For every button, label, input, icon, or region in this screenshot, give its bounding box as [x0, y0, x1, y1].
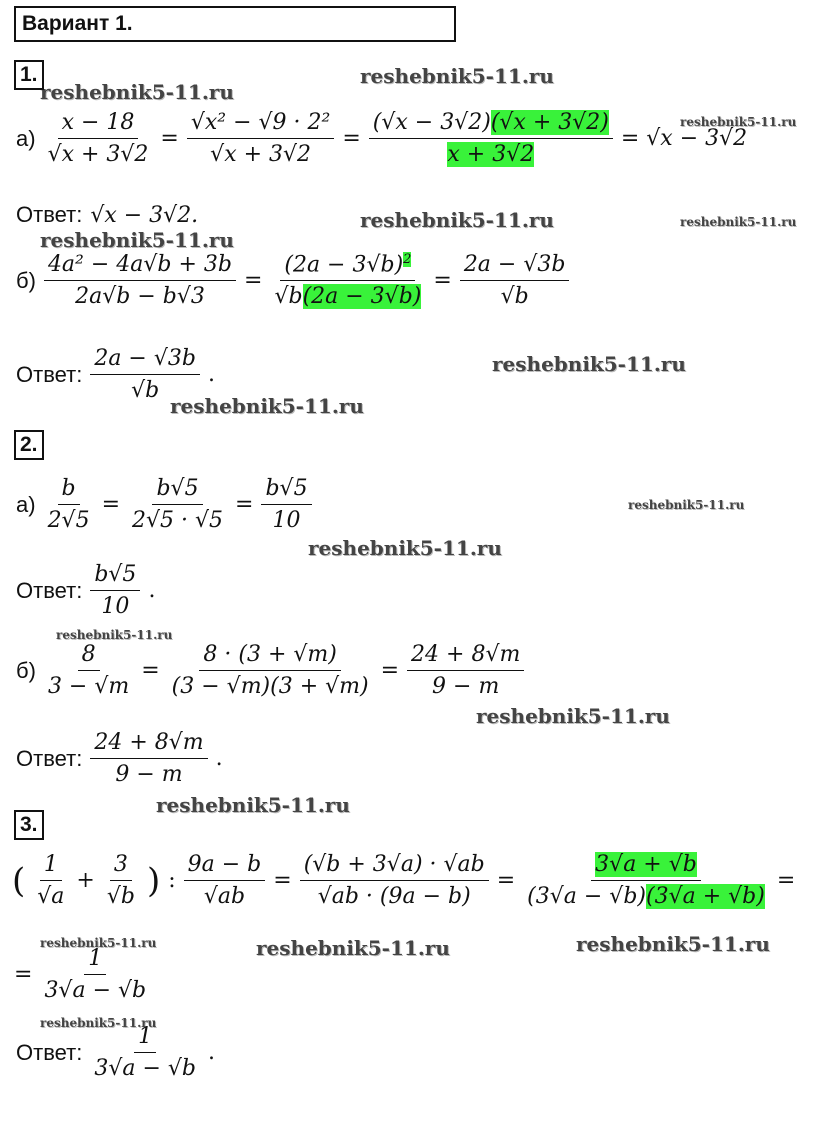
task1a-answer: [16, 202, 198, 228]
task2a-answer: Ответ: $\frac{b√5}{10}$ .: [16, 562, 156, 619]
denominator: 10: [272, 508, 301, 533]
denominator: 9 − m: [115, 762, 183, 787]
answer-label: Ответ:: [16, 202, 83, 227]
highlighted-numerator: 3√a + √b: [595, 852, 697, 877]
watermark: reshebnik5-11.ru: [40, 80, 234, 104]
answer-label: Ответ:: [16, 577, 83, 603]
part-label: а): [16, 491, 36, 517]
factor: √b: [274, 284, 303, 310]
watermark: reshebnik5-11.ru: [576, 932, 770, 956]
task3-result: = $\frac{1}{3√a - √b}$: [14, 946, 150, 1003]
task1b-answer: Ответ: $\frac{2a - √3b}{√b}$ .: [16, 346, 215, 403]
numerator: 24 + 8√m: [90, 730, 207, 759]
task2a-equation: а) $\frac{b}{2√5}$ = $\frac{b√5}{2√5 \cdot √5}$ = $\frac{b√5}{10}$: [16, 476, 312, 533]
highlighted-factor: (3√a + √b): [646, 884, 765, 909]
task2b-equation: б) $\frac{8}{3 - √m}$ = $\frac{8 \cdot (3 + √m)}{(3 - √m)(3 + √m)}$ = $\frac{24 + 8√m}{9 - m}$: [16, 642, 524, 699]
watermark: reshebnik5-11.ru: [680, 215, 797, 229]
watermark: reshebnik5-11.ru: [256, 936, 450, 960]
watermark: reshebnik5-11.ru: [476, 704, 670, 728]
denominator: 2√5 · √5: [132, 508, 224, 533]
numerator: b: [58, 476, 80, 505]
answer-label: Ответ:: [16, 361, 83, 387]
numerator: b√5: [90, 562, 140, 591]
watermark: reshebnik5-11.ru: [680, 115, 797, 129]
denominator: √ab · (9a − b): [317, 884, 471, 909]
answer-label: Ответ:: [16, 1039, 83, 1065]
factor: (3√a − √b): [527, 884, 646, 909]
numerator: (√b + 3√a) · √ab: [300, 852, 489, 881]
numerator: b√5: [261, 476, 311, 505]
watermark: reshebnik5-11.ru: [170, 394, 364, 418]
denominator: 2a√b − b√3: [75, 284, 205, 310]
denominator: 3 − √m: [47, 674, 130, 699]
answer-label: Ответ:: [16, 745, 83, 771]
numerator: 2a − √3b: [90, 346, 200, 375]
numerator: 24 + 8√m: [407, 642, 524, 671]
numerator: 2a − √3b: [460, 252, 570, 281]
answer-value: √x − 3√2.: [90, 202, 199, 228]
result: = √x − 3√2: [620, 126, 748, 151]
numerator: 1: [134, 1024, 156, 1053]
numerator: 9a − b: [184, 852, 266, 881]
part-label: а): [16, 125, 36, 151]
part-label: б): [16, 267, 36, 293]
numerator: 4a² − 4a√b + 3b: [44, 252, 236, 281]
denominator: 9 − m: [432, 674, 500, 699]
numerator: 8 · (3 + √m): [199, 642, 340, 671]
task-number: 2.: [14, 430, 44, 460]
denominator: √b: [500, 284, 529, 310]
variant-header: [14, 6, 456, 42]
denominator: (3 − √m)(3 + √m): [171, 674, 369, 699]
watermark: reshebnik5-11.ru: [308, 536, 502, 560]
numerator: x − 18: [58, 110, 139, 139]
denominator: √b: [106, 884, 135, 909]
numerator: 8: [78, 642, 100, 671]
part-label: б): [16, 657, 36, 683]
watermark: reshebnik5-11.ru: [40, 936, 157, 950]
watermark: reshebnik5-11.ru: [56, 628, 173, 642]
denominator: 10: [101, 594, 130, 619]
denominator: √a: [37, 884, 65, 909]
numerator: 1: [84, 946, 106, 975]
numerator: 1: [40, 852, 62, 881]
denominator: √ab: [203, 884, 246, 909]
denominator: √x + 3√2: [47, 142, 149, 167]
exponent: 2: [403, 252, 412, 267]
denominator: 3√a − √b: [94, 1056, 196, 1081]
watermark: reshebnik5-11.ru: [40, 228, 234, 252]
denominator: √b: [131, 378, 160, 403]
highlighted-denominator: x + 3√2: [447, 142, 535, 167]
numerator: √x² − √9 · 2²: [187, 110, 334, 139]
plus-sign: +: [76, 868, 95, 893]
task3-answer: Ответ: $\frac{1}{3√a - √b}$ .: [16, 1024, 215, 1081]
variant-title: Вариант 1.: [22, 12, 133, 35]
denominator: 2√5: [47, 508, 90, 533]
task2b-answer: Ответ: $\frac{24 + 8√m}{9 - m}$ .: [16, 730, 223, 787]
watermark: reshebnik5-11.ru: [492, 352, 686, 376]
numerator-base: (2a − 3√b): [284, 252, 404, 278]
task3-equation: ( $\frac{1}{√a}$ + $\frac{3}{√b}$ ) : $\frac{9a - b}{√ab}$ = $\frac{(√b + 3√a) \cdot √ab}{√ab \cdot (9a - b)}$ = $\frac{3√a + √b}{(3√a - √b)(3√a + √b)}$ =: [12, 852, 796, 909]
task1b-equation: б) $\frac{\text{4a² − 4a√b + 3b}}{2a√b - b√3}$ = $\frac{(2a - 3√b)^2}{√b(2a - 3√b)}$ = $\frac{2a - √3b}{√b}$: [16, 252, 569, 309]
highlighted-factor: (2a − 3√b): [302, 284, 422, 310]
watermark: reshebnik5-11.ru: [360, 208, 554, 232]
task-number: 1.: [14, 60, 44, 90]
watermark: reshebnik5-11.ru: [40, 1016, 157, 1030]
task-number: 3.: [14, 810, 44, 840]
numerator: b√5: [152, 476, 202, 505]
division-sign: :: [168, 868, 176, 893]
numerator: 3: [110, 852, 132, 881]
factor: (√x − 3√2): [372, 110, 491, 135]
task1a-equation: а) $\frac{x - 18}{√x + 3√2}$ = $\frac{\text{√x² − √9 · 2²}}{√x + 3√2}$ = $\frac{(√x - 3√2)(√x + 3√2)}{x + 3√2}$ = √x − 3√2: [16, 110, 748, 167]
watermark: reshebnik5-11.ru: [628, 498, 745, 512]
denominator: √x + 3√2: [210, 142, 312, 167]
watermark: reshebnik5-11.ru: [156, 793, 350, 817]
highlighted-factor: (√x + 3√2): [490, 110, 609, 135]
denominator: 3√a − √b: [44, 978, 147, 1003]
watermark: reshebnik5-11.ru: [360, 64, 554, 88]
